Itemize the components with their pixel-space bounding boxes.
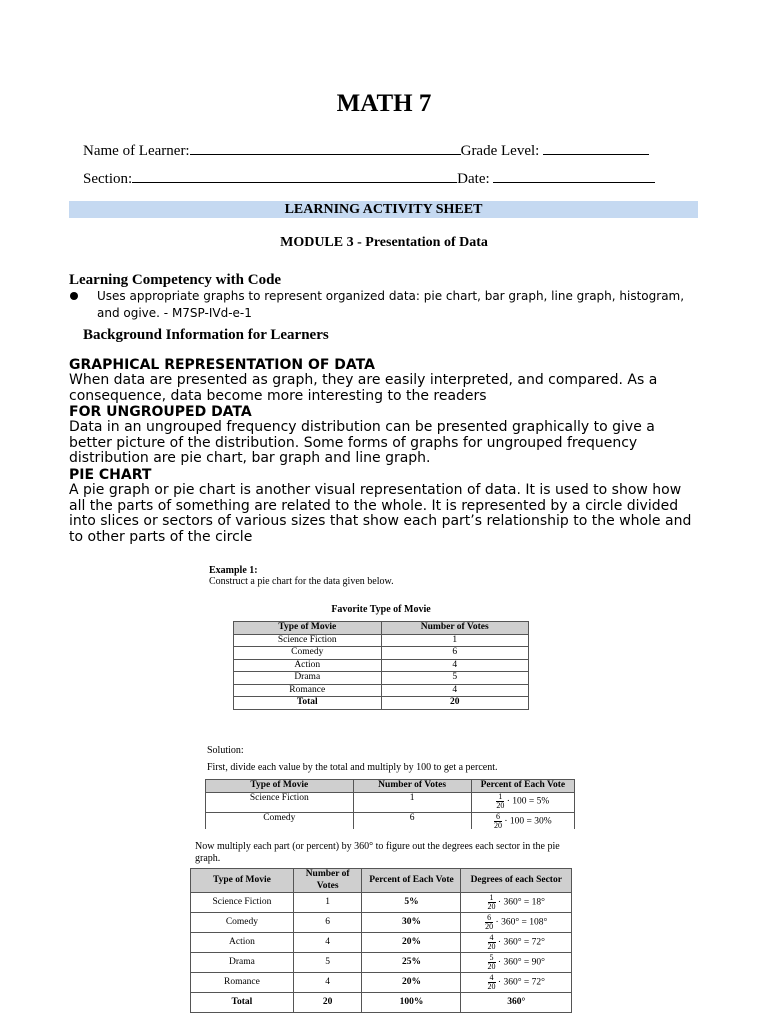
cell-percent: $\frac{1}{20}$ · 100 = 5% <box>471 792 574 812</box>
fraction: $\frac{1}{20}$ <box>496 791 505 810</box>
page-title: MATH 7 <box>336 90 432 117</box>
cell-total-label: Total <box>234 697 382 710</box>
cell-type: Drama <box>234 672 382 685</box>
fraction: $\frac{1}{20}$ <box>487 893 496 911</box>
table-header-row <box>206 780 575 793</box>
name-grade-row <box>83 140 649 160</box>
cell-percent: 30% <box>362 913 461 933</box>
cell-total-degrees: 360° <box>461 993 572 1013</box>
table-total-row <box>234 697 529 710</box>
header-percent: Percent of Each Vote <box>362 869 461 893</box>
cell-type: Comedy <box>234 647 382 660</box>
competency-heading: Learning Competency with Code <box>69 272 282 288</box>
cell-total-percent: 100% <box>362 993 461 1013</box>
background-heading: Background Information for Learners <box>83 327 329 343</box>
cell-type: Comedy <box>191 913 294 933</box>
percent-table <box>205 779 575 833</box>
table-total-row <box>191 993 572 1013</box>
table-row <box>234 659 529 672</box>
solution-label: Solution: <box>207 745 244 756</box>
cell-percent: 25% <box>362 953 461 973</box>
cell-votes: 4 <box>293 973 362 993</box>
votes-table <box>233 621 529 710</box>
header-votes: Number of Votes <box>293 869 362 893</box>
table-row <box>191 893 572 913</box>
header-votes: Number of Votes <box>353 780 471 793</box>
cell-type: Science Fiction <box>234 634 382 647</box>
cell-degrees: $\frac{4}{20}$ · 360° = 72° <box>461 933 572 953</box>
section-date-row <box>83 168 655 188</box>
section-heading-ungrouped: FOR UNGROUPED DATA <box>69 404 252 420</box>
cell-type: Drama <box>191 953 294 973</box>
table-row <box>191 913 572 933</box>
table-header-row <box>191 869 572 893</box>
grade-line[interactable] <box>543 140 649 155</box>
cell-votes: 4 <box>293 933 362 953</box>
cell-type: Comedy <box>206 812 354 832</box>
cell-votes: 1 <box>293 893 362 913</box>
table-row <box>234 634 529 647</box>
header-type: Type of Movie <box>206 780 354 793</box>
cell-votes: 4 <box>381 659 529 672</box>
cell-votes: 6 <box>353 812 471 832</box>
cell-type: Romance <box>191 973 294 993</box>
date-label: Date: <box>457 171 490 187</box>
cell-degrees: $\frac{4}{20}$ · 360° = 72° <box>461 973 572 993</box>
table-row <box>234 684 529 697</box>
cell-degrees: $\frac{6}{20}$ · 360° = 108° <box>461 913 572 933</box>
example-title: Example 1: <box>209 565 258 576</box>
degrees-table <box>190 868 572 1013</box>
paragraph-graphical: When data are presented as graph, they are easily interpreted, and compared. As a consequence, data become more interesting to the readers <box>69 372 658 404</box>
cell-votes: 4 <box>381 684 529 697</box>
grade-label: Grade Level: <box>460 143 540 159</box>
cell-type: Romance <box>234 684 382 697</box>
date-line[interactable] <box>493 168 655 183</box>
cell-votes: 5 <box>293 953 362 973</box>
section-heading-pie: PIE CHART <box>69 467 152 483</box>
table-title: Favorite Type of Movie <box>331 604 431 615</box>
table-row <box>191 953 572 973</box>
fraction: $\frac{6}{20}$ <box>485 913 494 931</box>
cell-type: Action <box>191 933 294 953</box>
fraction: $\frac{5}{20}$ <box>487 953 496 971</box>
bullet-icon <box>70 292 78 300</box>
cell-percent: 20% <box>362 933 461 953</box>
section-label: Section: <box>83 171 133 187</box>
cell-votes: 1 <box>353 792 471 812</box>
section-line[interactable] <box>132 168 457 183</box>
fraction: $\frac{4}{20}$ <box>487 973 496 991</box>
paragraph-ungrouped: Data in an ungrouped frequency distribution can be presented graphically to give a better picture of the distribution. Some forms of graphs for ungrouped frequency distribution are pie chart, bar graph and line graph. <box>69 419 655 467</box>
paragraph-pie: A pie graph or pie chart is another visual representation of data. It is used to show how all the parts of something are related to the whole. It is represented by a circle divided into slices or sectors of various sizes that show each part’s relationship to the whole and to other parts of the circle <box>69 482 692 545</box>
cell-type: Science Fiction <box>206 792 354 812</box>
fraction: $\frac{6}{20}$ <box>493 811 502 830</box>
cell-votes: 1 <box>381 634 529 647</box>
cell-degrees: $\frac{1}{20}$ · 360° = 18° <box>461 893 572 913</box>
cell-percent: $\frac{6}{20}$ · 100 = 30% <box>471 812 574 832</box>
header-type: Type of Movie <box>234 622 382 635</box>
name-label: Name of Learner: <box>83 143 190 159</box>
table-row <box>234 672 529 685</box>
header-degrees: Degrees of each Sector <box>461 869 572 893</box>
cell-percent: 5% <box>362 893 461 913</box>
cell-votes: 5 <box>381 672 529 685</box>
table-row <box>191 973 572 993</box>
cell-type: Action <box>234 659 382 672</box>
header-percent: Percent of Each Vote <box>471 780 574 793</box>
cell-votes: 6 <box>293 913 362 933</box>
cell-votes: 6 <box>381 647 529 660</box>
cell-percent: 20% <box>362 973 461 993</box>
section-heading-graphical: GRAPHICAL REPRESENTATION OF DATA <box>69 357 375 373</box>
table-row <box>234 647 529 660</box>
cell-type: Science Fiction <box>191 893 294 913</box>
module-title: MODULE 3 - Presentation of Data <box>280 235 488 250</box>
solution-step2: Now multiply each part (or percent) by 360° to figure out the degrees each sector in the pie graph. <box>195 841 560 864</box>
header-votes: Number of Votes <box>381 622 529 635</box>
name-line[interactable] <box>190 140 461 155</box>
header-type: Type of Movie <box>191 869 294 893</box>
sheet-band: LEARNING ACTIVITY SHEET <box>69 201 698 218</box>
competency-bullet: Uses appropriate graphs to represent organized data: pie chart, bar graph, line graph, histogram, and ogive. - M7SP-IVd-e-1 <box>97 289 685 320</box>
fraction: $\frac{4}{20}$ <box>487 933 496 951</box>
example-instruction: Construct a pie chart for the data given below. <box>209 576 394 587</box>
solution-step1: First, divide each value by the total and multiply by 100 to get a percent. <box>207 762 498 773</box>
table-header-row <box>234 622 529 635</box>
cell-total-value: 20 <box>381 697 529 710</box>
cell-total-label: Total <box>191 993 294 1013</box>
cell-total-votes: 20 <box>293 993 362 1013</box>
cell-degrees: $\frac{5}{20}$ · 360° = 90° <box>461 953 572 973</box>
table-row <box>191 933 572 953</box>
table-row <box>206 792 575 812</box>
